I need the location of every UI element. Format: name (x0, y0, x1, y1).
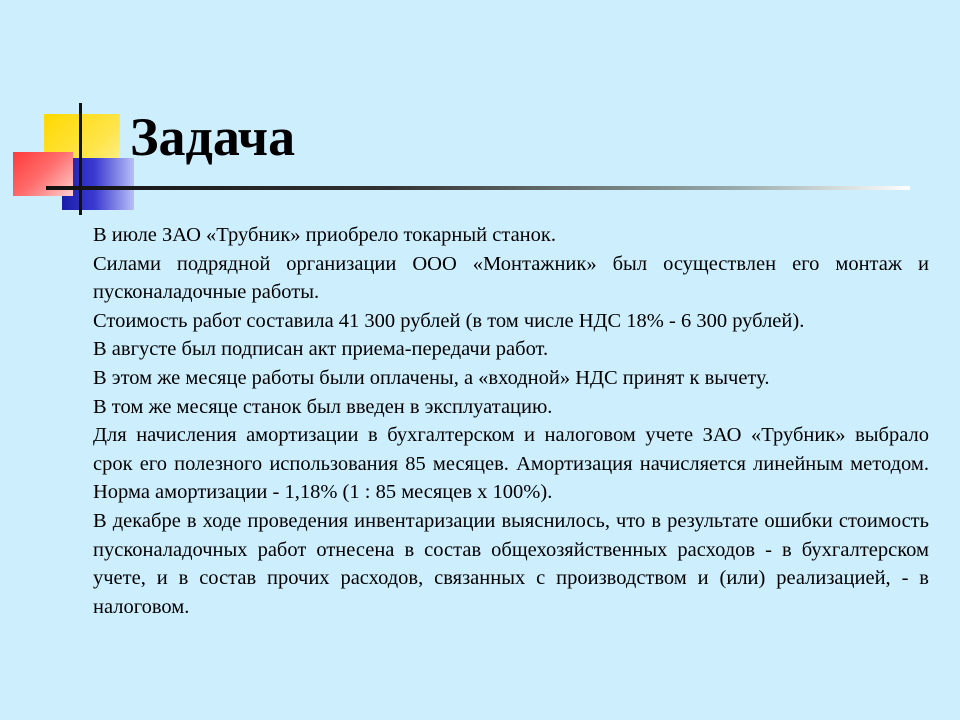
paragraph-3: Стоимость работ составила 41 300 рублей (в том числе НДС 18% - 6 300 рублей). (93, 309, 805, 332)
slide-body (93, 221, 929, 621)
paragraph-2: Силами подрядной организации ООО «Монтажник» был осуществлен его монтаж и пусконаладочные работы. (93, 252, 929, 304)
paragraph-5: В этом же месяце работы были оплачены, а «входной» НДС принят к вычету. (93, 366, 770, 389)
slide-title: Задача (130, 107, 296, 167)
paragraph-6: В том же месяце станок был введен в эксплуатацию. (93, 395, 553, 418)
paragraph-8: В декабре в ходе проведения инвентаризации выяснилось, что в результате ошибки стоимость пусконаладочных работ отнесена в состав общехозяйственных расходов - в бухгалтерском учете, и в состав прочих расходов, связанных с производством и (или) реализацией, - в налоговом. (93, 509, 929, 618)
paragraph-7: Для начисления амортизации в бухгалтерском и налоговом учете ЗАО «Трубник» выбрало срок его полезного использования 85 месяцев. Амортизация начисляется линейным методом. Норма амортизации - 1,18% (1 : 85 месяцев х 100%). (93, 424, 929, 504)
paragraph-1: В июле ЗАО «Трубник» приобрело токарный станок. (93, 224, 556, 246)
paragraph-4: В августе был подписан акт приема-передачи работ. (93, 338, 549, 361)
title-underline (46, 186, 910, 190)
decor-vertical-line (79, 103, 82, 215)
